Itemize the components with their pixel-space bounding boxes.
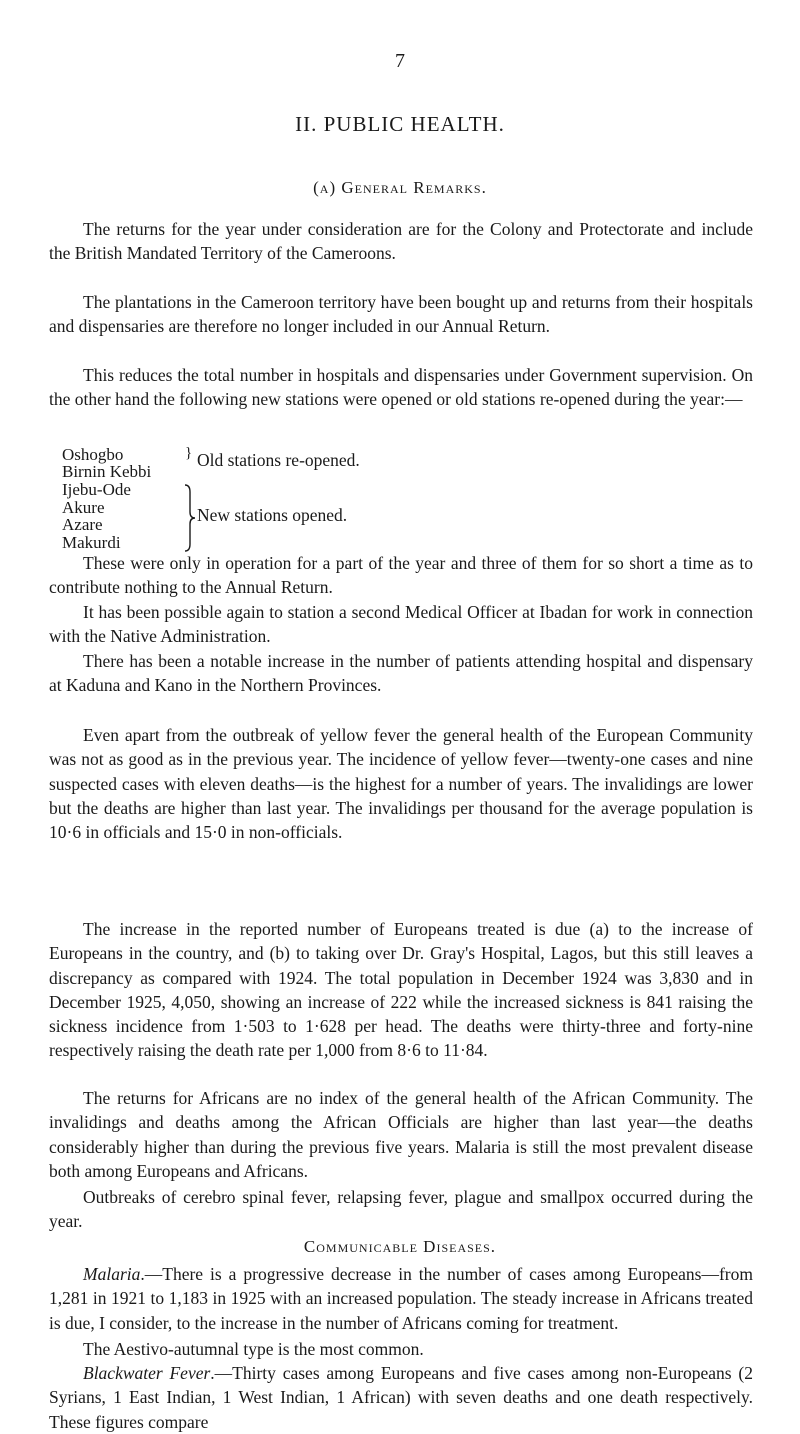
blackwater-term: Blackwater Fever (83, 1363, 211, 1383)
section-title: (a) General Remarks. (313, 178, 487, 197)
station-name: Ijebu-Ode (62, 480, 131, 499)
station-name: Makurdi (62, 533, 121, 552)
paragraph-returns-scope: The returns for the year under consideration are for the Colony and Protectorate and include the British Mandated Territory of the Cameroons. (49, 219, 753, 264)
communicable-diseases-heading: Communicable Diseases. (303, 1237, 497, 1256)
station-name: Akure (62, 498, 105, 517)
paragraph-kaduna-kano: There has been a notable increase in the number of patients attending hospital and dispensary at Kaduna and Kano in the Northern Provinces. (49, 651, 753, 696)
paragraph-blackwater (49, 1361, 753, 1434)
station-name: Azare (62, 515, 103, 534)
paragraph-new-stations-intro: This reduces the total number in hospitals and dispensaries under Government supervision. On the other hand the following new stations were opened or old stations re-opened during the year:— (49, 365, 753, 410)
chapter-title: II. PUBLIC HEALTH. (295, 112, 505, 136)
malaria-text: .—There is a progressive decrease in the number of cases among Europeans—from 1,281 in 1921 to 1,183 in 1925 with an increased population. The steady increase in Africans treated is due, I consider, to the increase in the number of Africans coming for treatment. (49, 1264, 753, 1333)
malaria-term: Malaria (83, 1264, 141, 1284)
paragraph-europeans-treated: The increase in the reported number of Europeans treated is due (a) to the increase of Europeans in the country, and (b) to taking over Dr. Gray's Hospital, Lagos, but this still leaves a discrepancy as compared with 1924. The total population in December 1924 was 3,830 and in December 1925, 4,050, showing an increase of 222 while the increased sickness is 841 raising the sickness incidence from 1·503 to 1·628 per head. The deaths were thirty-three and forty-nine respectively raising the death rate per 1,000 from 8·6 to 11·84. (49, 919, 753, 1061)
station-name: Birnin Kebbi (62, 462, 152, 481)
paragraph-malaria (49, 1262, 753, 1335)
paragraph-yellow-fever: Even apart from the outbreak of yellow fever the general health of the European Community was not as good as in the previous year. The incidence of yellow fever—twenty-one cases and nine suspected cases with eleven deaths—is the highest for a number of years. The invalidings are lower but the deaths are higher than last year. The invalidings per thousand for the average population is 10·6 in officials and 15·0 in non-officials. (49, 725, 753, 843)
brace-old: } (185, 445, 193, 461)
page-number: 7 (395, 50, 405, 72)
new-stations-label: New stations opened. (197, 505, 348, 525)
station-name: Oshogbo (62, 445, 124, 464)
paragraph-outbreaks: Outbreaks of cerebro spinal fever, relapsing fever, plague and smallpox occurred during the year. (49, 1187, 753, 1232)
paragraph-ibadan: It has been possible again to station a second Medical Officer at Ibadan for work in connection with the Native Administration. (49, 602, 753, 647)
paragraph-aestivo-autumnal: The Aestivo-autumnal type is the most common. (83, 1339, 424, 1359)
paragraph-africans: The returns for Africans are no index of the general health of the African Community. The invalidings and deaths among the African Officials are higher than last year—the deaths considerably higher than during the previous five years. Malaria is still the most prevalent disease both among Europeans and Africans. (49, 1088, 753, 1181)
old-stations-label: Old stations re-opened. (197, 450, 360, 470)
paragraph-operation: These were only in operation for a part of the year and three of them for so short a time as to contribute nothing to the Annual Return. (49, 553, 753, 598)
paragraph-plantations: The plantations in the Cameroon territory have been bought up and returns from their hospitals and dispensaries are therefore no longer included in our Annual Return. (49, 292, 753, 337)
blackwater-text: .—Thirty cases among Europeans and five cases among non-Europeans (2 Syrians, 1 East Indian, 1 West Indian, 1 African) with seven deaths and one death respectively. These figures compare (49, 1363, 753, 1432)
brace-new (182, 484, 196, 552)
